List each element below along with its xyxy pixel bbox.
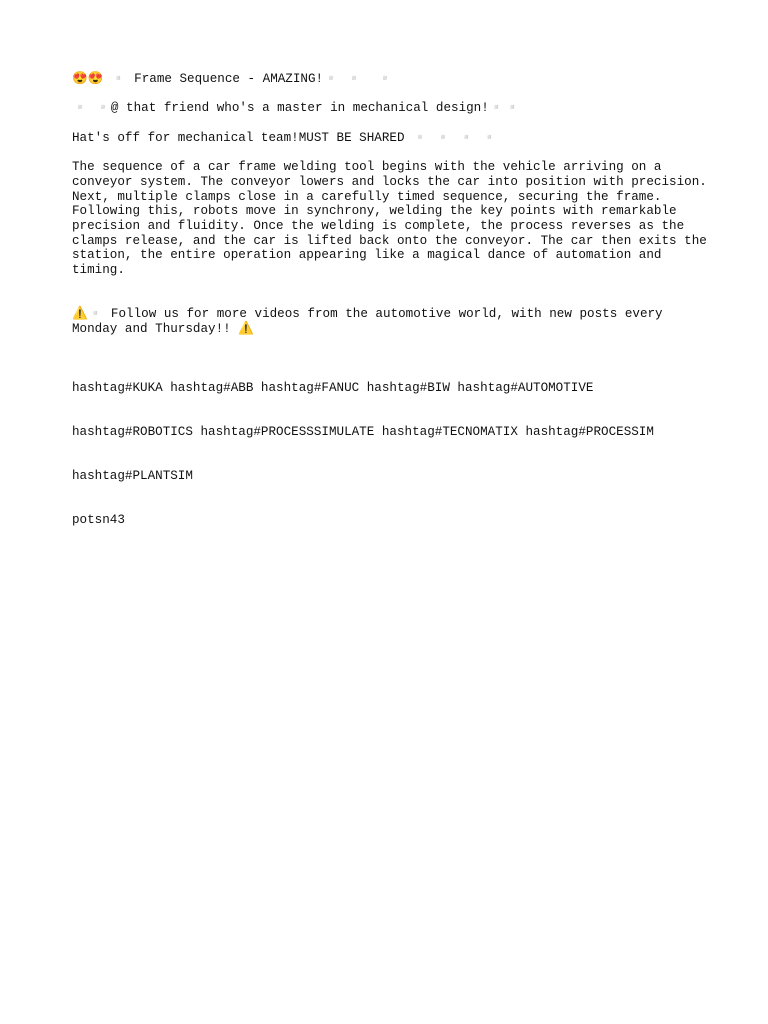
tag-friend-line: ▫️ ▫️@ that friend who's a master in mechanical design!▫️▫️: [72, 101, 521, 116]
hashtag-line[interactable]: hashtag#ROBOTICS hashtag#PROCESSSIMULATE hashtag#TECNOMATIX hashtag#PROCESSIM: [72, 424, 654, 439]
hashtag-line[interactable]: hashtag#KUKA hashtag#ABB hashtag#FANUC hashtag#BIW hashtag#AUTOMOTIVE: [72, 380, 594, 395]
post-body: [72, 72, 715, 557]
description-paragraph: The sequence of a car frame welding tool begins with the vehicle arriving on a conveyor system. The conveyor lowers and locks the car into position with precision. Next, multiple clamps close in a carefully timed sequence, securing the frame. Following this, robots move in synchrony, welding the key points with remarkable precision and fluidity. Once the welding is complete, the process reverses as the clamps release, and the car is lifted back onto the conveyor. The car then exits the station, the entire operation appearing like a magical dance of automation and timing.: [72, 160, 715, 278]
shoutout-line: Hat's off for mechanical team!MUST BE SHARED ▫️ ▫️ ▫️ ▫️: [72, 130, 498, 145]
footer-code: potsn43: [72, 513, 125, 528]
post-title-line: 😍😍 ▫️ Frame Sequence - AMAZING!▫️ ▫️ ▫️: [72, 72, 393, 86]
hashtag-line[interactable]: hashtag#PLANTSIM: [72, 468, 193, 483]
hashtag-block: [72, 351, 712, 557]
follow-line: ⚠️▫️ Follow us for more videos from the automotive world, with new posts every Monday and Thursday!! ⚠️: [72, 307, 671, 336]
